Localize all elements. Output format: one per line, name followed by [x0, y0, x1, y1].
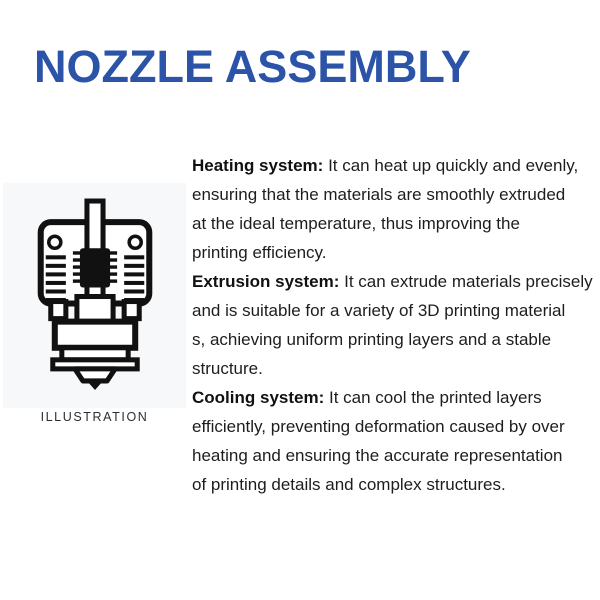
text-line: efficiently, preventing deformation caused by over: [192, 417, 565, 436]
spring-coil: [72, 248, 116, 287]
text-run: It can heat up quickly and evenly,: [328, 156, 579, 175]
mount-leg-left: [50, 302, 65, 319]
mount-leg-right: [124, 302, 139, 319]
heater-block: [54, 322, 134, 348]
description-text: [192, 151, 592, 499]
text-line: s, achieving uniform printing layers and a stable: [192, 330, 552, 349]
text-run: It can cool the printed layers: [328, 388, 542, 407]
illustration-caption: ILLUSTRATION: [40, 410, 149, 424]
screw-hole-left: [48, 236, 60, 248]
cooling-system-lead: Cooling system:: [192, 388, 325, 407]
text-line: of printing details and complex structures.: [192, 475, 506, 494]
nozzle-tip: [86, 381, 102, 390]
nozzle-assembly-icon: [34, 197, 156, 393]
extrusion-system-lead: Extrusion system:: [192, 272, 340, 291]
neck-block: [76, 297, 112, 322]
text-line: structure.: [192, 359, 263, 378]
text-line: heating and ensuring the accurate representation: [192, 446, 563, 465]
illustration-panel: [3, 183, 186, 408]
text-run: It can extrude materials precisely: [344, 272, 593, 291]
text-line: and is suitable for a variety of 3D printing material: [192, 301, 566, 320]
text-line: at the ideal temperature, thus improving the: [192, 214, 520, 233]
text-line: ensuring that the materials are smoothly extruded: [192, 185, 566, 204]
screw-hole-right: [129, 236, 141, 248]
text-line: [192, 383, 592, 412]
paragraph-extrusion: [192, 267, 592, 383]
text-line: [192, 151, 592, 180]
page-title: NOZZLE ASSEMBLY: [34, 41, 471, 92]
paragraph-cooling: [192, 383, 592, 499]
paragraph-heating: [192, 151, 592, 267]
text-line: printing efficiency.: [192, 243, 327, 262]
nozzle-cone: [74, 369, 114, 381]
text-line: [192, 267, 592, 296]
heating-system-lead: Heating system:: [192, 156, 324, 175]
